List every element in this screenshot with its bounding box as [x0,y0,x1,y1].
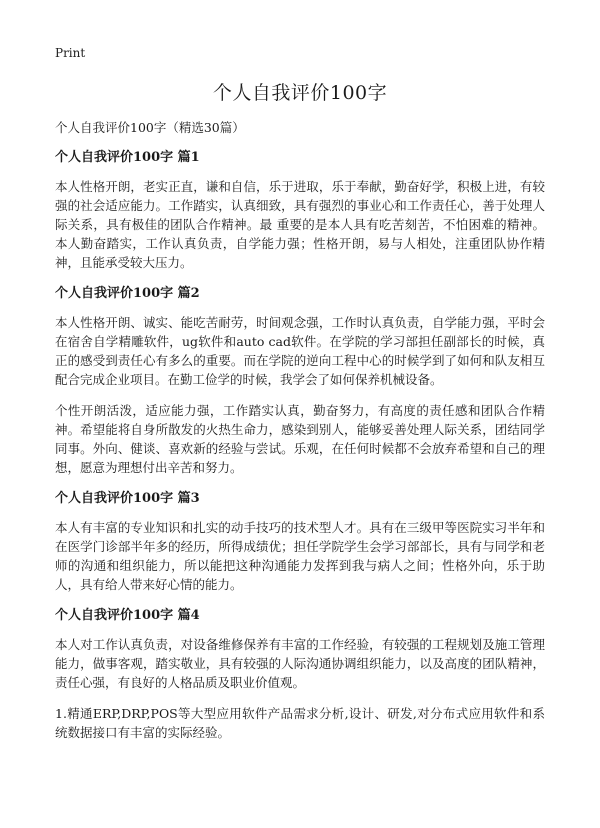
print-link[interactable]: Print [55,46,86,60]
section-paragraph: 1.精通ERP,DRP,POS等大型应用软件产品需求分析,设计、研发,对分布式应用软件和系统数据接口有丰富的实际经验。 [55,706,545,740]
section-heading: 个人自我评价100字 篇4 [55,608,200,623]
document-body [55,118,545,750]
document-subtitle: 个人自我评价100字（精选30篇） [55,120,245,135]
section-heading: 个人自我评价100字 篇3 [55,491,200,506]
section-1 [55,148,545,272]
section-paragraph: 本人性格开朗，老实正直，谦和自信，乐于进取，乐于奉献，勤奋好学，积极上进，有较强的社会适应能力。工作踏实，认真细致，具有强烈的事业心和工作责任心，善于处理人际关系，具有极佳的团队合作精神。最 重要的是本人具有吃苦刻苦，不怕困难的精神。本人勤奋踏实，工作认真负责，自学能力强；性格开朗，易与人相处，注重团队协作精神，且能承受较大压力。 [55,179,545,270]
page-title: 个人自我评价100字 [212,82,388,104]
section-heading: 个人自我评价100字 篇2 [55,286,200,301]
section-4 [55,606,545,742]
section-paragraph: 本人性格开朗、诚实、能吃苦耐劳，时间观念强，工作时认真负责，自学能力强，平时会在宿舍自学精雕软件，ug软件和auto cad软件。在学院的学习部担任副部长的时候，真正的感受到责任心有多么的重要。而在学院的逆向工程中心的时候学到了如何和队友相互配合完成企业项目。在勤工俭学的时候，我学会了如何保养机械设备。 [55,315,545,387]
section-paragraph: 本人有丰富的专业知识和扎实的动手技巧的技术型人才。具有在三级甲等医院实习半年和在医学门诊部半年多的经历，所得成绩优；担任学院学生会学习部部长，具有与同学和老师的沟通和组织能力，所以能把这种沟通能力发挥到我与病人之间；性格外向，乐于助人，具有给人带来好心情的能力。 [55,520,545,592]
section-2 [55,284,545,477]
section-paragraph: 本人对工作认真负责，对设备维修保养有丰富的工作经验，有较强的工程规划及施工管理能力，做事客观，踏实敬业，具有较强的人际沟通协调组织能力，以及高度的团队精神，责任心强，有良好的人格品质及职业价值观。 [55,637,545,690]
section-3 [55,489,545,594]
section-paragraph: 个性开朗活泼，适应能力强，工作踏实认真，勤奋努力，有高度的责任感和团队合作精神。希望能将自身所散发的火热生命力，感染到别人，能够妥善处理人际关系，团结同学同事。外向、健谈、喜欢新的经验与尝试。乐观，在任何时候都不会放弃希望和自己的理想，愿意为理想付出辛苦和努力。 [55,403,545,475]
section-heading: 个人自我评价100字 篇1 [55,150,200,165]
